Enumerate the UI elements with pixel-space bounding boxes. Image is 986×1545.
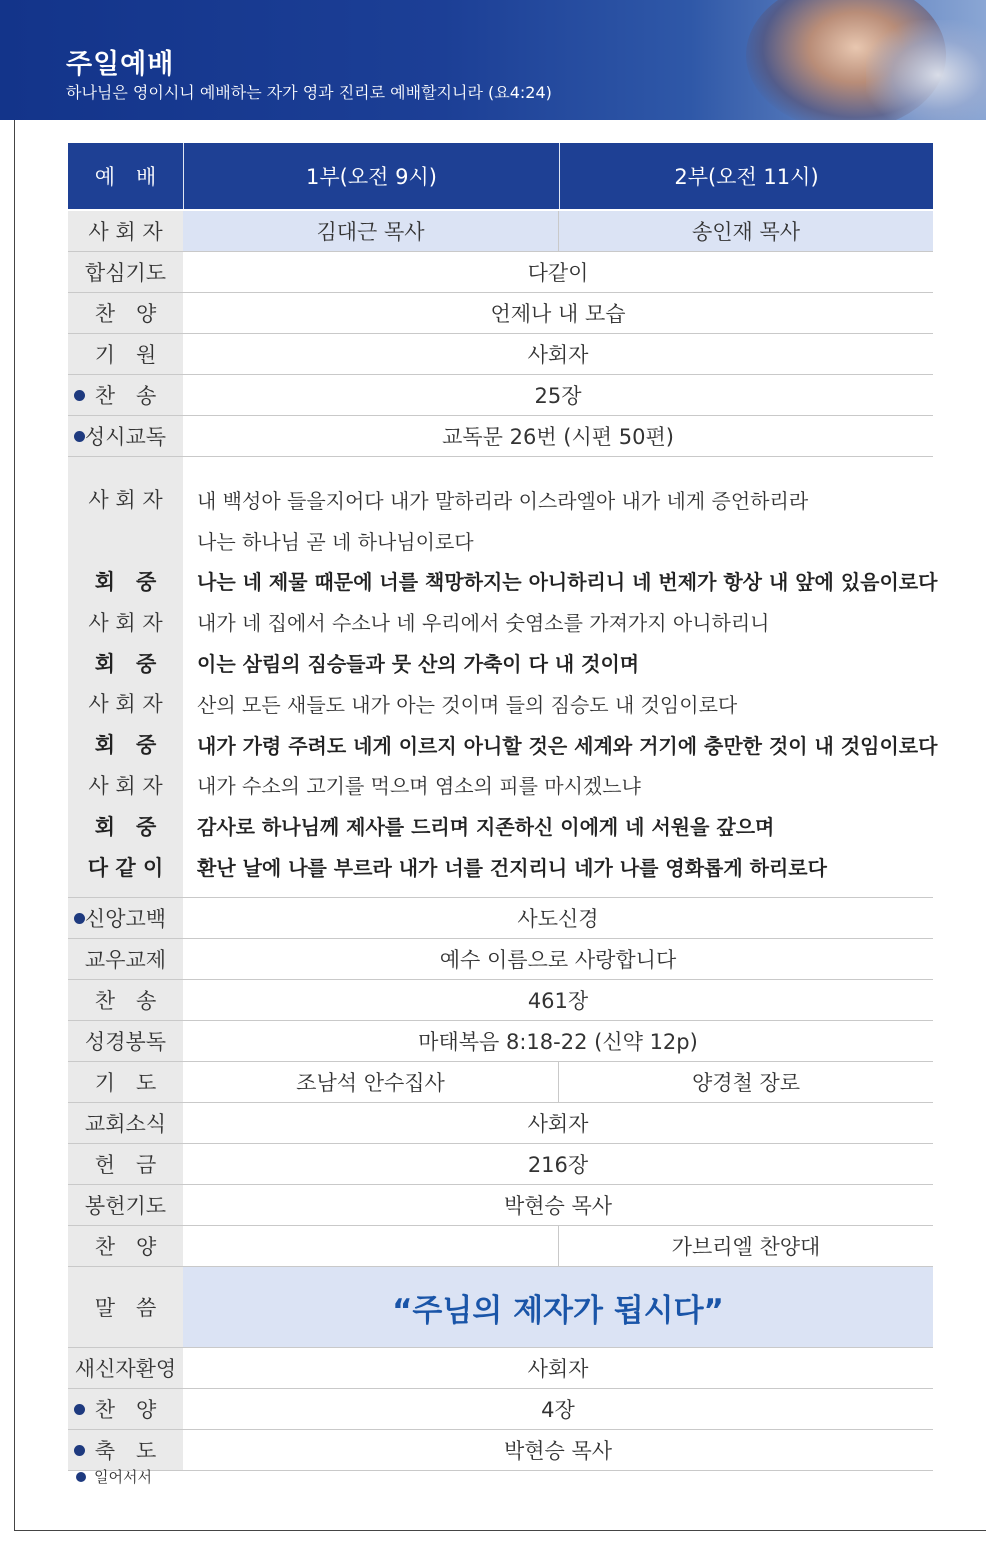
responsive-line: 나는 네 제물 때문에 너를 책망하지는 아니하리니 네 번제가 항상 내 앞에 있음이로다 [197,570,938,595]
photo-highlight [866,20,986,120]
responsive-speaker [68,520,183,561]
responsive-speaker: 사 회 자 [88,488,163,513]
row-label [68,1430,183,1470]
responsive-line: 감사로 하나님께 제사를 드리며 지존하신 이에게 네 서원을 갚으며 [197,815,775,840]
responsive-speaker: 다 같 이 [87,855,164,880]
responsive-labels [68,457,183,897]
responsive-line: 내 백성아 들을지어다 내가 말하리라 이스라엘아 내가 네게 증언하리라 [197,488,809,513]
prayer-service-1: 조남석 안수집사 [183,1062,559,1102]
row-label [68,375,183,415]
row-label [68,1389,183,1429]
row-value: 사회자 [183,1348,933,1388]
responsive-speaker: 사 회 자 [88,773,163,798]
responsive-line: 내가 수소의 고기를 먹으며 염소의 피를 마시겠느냐 [197,774,641,799]
choir-row [68,1226,933,1267]
row-value: 사회자 [183,1103,933,1143]
row-label-text: 교회소식 [84,1112,167,1136]
standing-bullet-icon [76,1472,86,1482]
responsive-speaker: 사 회 자 [88,692,163,717]
row-value: 교독문 26번 (시편 50편) [183,416,933,456]
row-label-text: 기 원 [94,343,157,367]
responsive-line: 환난 날에 나를 부르라 내가 너를 건지리니 네가 나를 영화롭게 하리로다 [197,856,827,881]
row-label-text: 합심기도 [84,261,167,285]
row-label [68,293,183,333]
responsive-speaker: 사 회 자 [88,610,163,635]
responsive-line: 내가 가령 주려도 네게 이르지 아니할 것은 세계와 거기에 충만한 것이 내 것임이로다 [197,733,938,758]
leader-service-2: 송인재 목사 [559,211,933,251]
order-row [68,898,933,939]
order-row [68,1144,933,1185]
row-value: 예수 이름으로 사랑합니다 [183,939,933,979]
table-header-row [68,143,933,211]
row-value: 마태복음 8:18-22 (신약 12p) [183,1021,933,1061]
row-label-text: 찬 송 [94,989,157,1013]
row-label [68,252,183,292]
order-row [68,416,933,457]
footnote [76,1466,152,1487]
standing-bullet-icon [74,431,85,442]
order-row [68,1348,933,1389]
row-label-text: 찬 양 [94,1398,157,1422]
worship-order-table [68,143,938,1471]
row-value: 사도신경 [183,898,933,938]
row-value: 461장 [183,980,933,1020]
responsive-line: 나는 하나님 곧 네 하나님이로다 [197,529,474,554]
leader-row [68,211,933,252]
row-value: 216장 [183,1144,933,1184]
row-label-text: 신앙고백 [84,907,167,931]
responsive-speaker: 회 중 [94,651,157,676]
row-label: 찬 양 [68,1226,183,1266]
standing-bullet-icon [74,390,85,401]
row-value: 다같이 [183,252,933,292]
standing-bullet-icon [74,1404,85,1415]
row-value: 사회자 [183,334,933,374]
row-label-text: 찬 송 [94,384,157,408]
row-label [68,1348,183,1388]
row-value: 언제나 내 모습 [183,293,933,333]
row-label-text: 축 도 [94,1439,157,1463]
sermon-title: “주님의 제자가 됩시다” [183,1267,933,1347]
standing-bullet-icon [74,913,85,924]
row-label: 기 도 [68,1062,183,1102]
page-title: 주일예배 [66,49,175,80]
order-row [68,1389,933,1430]
order-row [68,1185,933,1226]
order-row [68,375,933,416]
row-label [68,334,183,374]
responsive-line: 이는 삼림의 짐승들과 뭇 산의 가축이 다 내 것이며 [197,652,640,677]
row-label [68,939,183,979]
order-row [68,1021,933,1062]
order-row [68,939,933,980]
row-label-text: 찬 양 [94,302,157,326]
responsive-speaker: 회 중 [94,814,157,839]
responsive-lines [183,457,937,897]
row-value: 박현승 목사 [183,1430,933,1470]
prayer-row [68,1062,933,1103]
row-label: 사 회 자 [68,211,183,251]
order-row [68,980,933,1021]
row-label-text: 성경봉독 [84,1030,167,1054]
header-banner [0,0,986,120]
responsive-reading [68,457,938,898]
row-label-text: 헌 금 [94,1153,157,1177]
order-row [68,293,933,334]
row-label [68,1103,183,1143]
row-label-text: 봉헌기도 [84,1194,167,1218]
row-value: 박현승 목사 [183,1185,933,1225]
row-label [68,1021,183,1061]
service-2-header: 2부(오전 11시) [560,143,933,209]
order-row [68,1430,933,1471]
responsive-line: 내가 네 집에서 수소나 네 우리에서 숫염소를 가져가지 아니하리니 [197,611,770,636]
sermon-row [68,1267,933,1348]
order-row [68,1103,933,1144]
order-row [68,252,933,293]
responsive-speaker: 회 중 [94,733,157,758]
row-label-text: 교우교제 [84,948,167,972]
row-label [68,898,183,938]
row-label [68,1144,183,1184]
choir-service-2: 가브리엘 찬양대 [559,1226,933,1266]
row-label [68,416,183,456]
order-row [68,334,933,375]
header-label: 예 배 [68,143,184,209]
row-label [68,980,183,1020]
responsive-speaker: 회 중 [94,569,157,594]
prayer-service-2: 양경철 장로 [559,1062,933,1102]
leader-service-1: 김대근 목사 [183,211,559,251]
service-1-header: 1부(오전 9시) [184,143,560,209]
row-label [68,1185,183,1225]
row-label-text: 새신자환영 [74,1357,177,1381]
responsive-line: 산의 모든 새들도 내가 아는 것이며 들의 짐승도 내 것임이로다 [197,692,738,717]
row-value: 4장 [183,1389,933,1429]
row-label: 말 씀 [68,1267,183,1347]
footnote-text: 일어서서 [94,1468,152,1486]
choir-service-1 [183,1226,559,1266]
row-label-text: 성시교독 [84,425,167,449]
page-subtitle: 하나님은 영이시니 예배하는 자가 영과 진리로 예배할지니라 (요4:24) [66,83,552,102]
row-value: 25장 [183,375,933,415]
standing-bullet-icon [74,1445,85,1456]
